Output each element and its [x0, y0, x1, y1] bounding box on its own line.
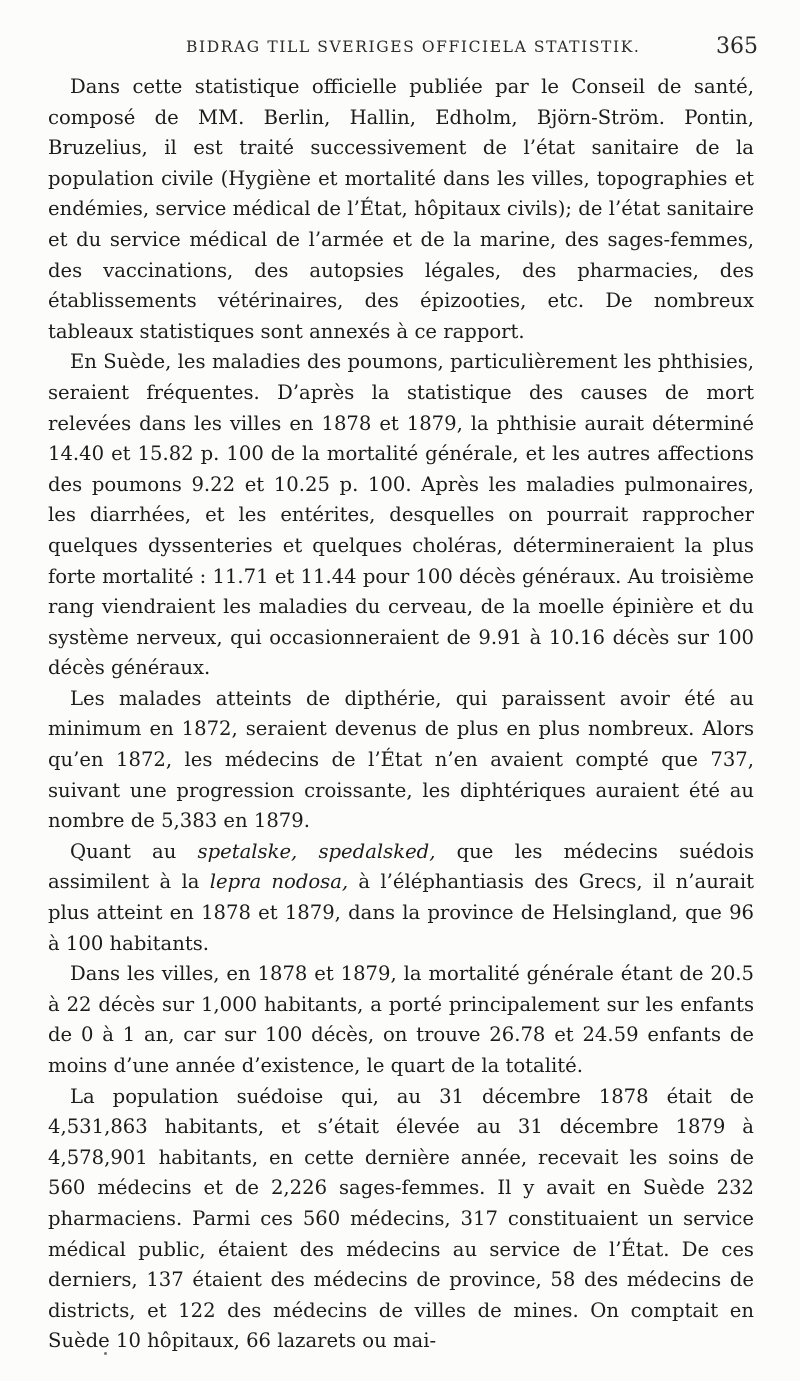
paragraph-population-medecins: La population suédoise qui, au 31 décembre 1878 était de 4,531,863 habitants, et s’était élevée au 31 décembre 1879 à 4,578,901 habitants, en cette dernière année, recevait les soins de 560 médecins et de 2,226 sages-femmes. Il y avait en Suède 232 pharmaciens. Parmi ces 560 médecins, 317 constituaient un service médical public, étaient des médecins au service de l’État. De ces derniers, 137 étaient des médecins de province, 58 des médecins de districts, et 122 des médecins de villes de mines. On comptait en Suède 10 hôpitaux, 66 lazarets ou mai- [48, 1084, 754, 1353]
page-number: 365 [716, 34, 758, 59]
paragraph-maladies-poumons: En Suède, les maladies des poumons, particulièrement les phthisies, seraient fréquentes. D’après la statistique des causes de mort relevées dans les villes en 1878 et 1879, la phthisie aurait déterminé 14.40 et 15.82 p. 100 de la mortalité générale, et les autres affections des poumons 9.22 et 10.25 p. 100. Après les maladies pulmonaires, les diarrhées, et les entérites, desquelles on pourrait rapprocher quelques dyssenteries et quelques choléras, détermineraient la plus forte mortalité : 11.71 et 11.44 pour 100 décès généraux. Au troisième rang viendraient les maladies du cerveau, de la moelle épinière et du système nerveux, qui occasionneraient de 9.91 à 10.16 décès sur 100 décès généraux. [48, 350, 754, 680]
paragraph-lepre-end: à l’éléphantiasis des Grecs, il n’aurait plus atteint en 1878 et 1879, dans la province de Helsingland, que 96 à 100 habitants. [48, 870, 754, 955]
paragraph-lepre [48, 837, 754, 959]
running-head [48, 34, 758, 62]
print-speck [104, 1352, 107, 1355]
paragraph-conseil-de-sante: Dans cette statistique officielle publiée par le Conseil de santé, composé de MM. Berlin, Hallin, Edholm, Björn-Ström. Pontin, Bruzelius, il est traité successivement de l’état sanitaire de la population civile (Hygiène et mortalité dans les villes, topographies et endémies, service médical de l’État, hôpitaux civils); de l’état sanitaire et du service médical de l’armée et de la marine, des sages-femmes, des vaccinations, des autopsies légales, des pharmacies, des établissements vétérinaires, des épizooties, etc. De nombreux tableaux statistiques sont annexés à ce rapport. [48, 75, 754, 343]
body-text [48, 72, 754, 1357]
paragraph-mortalite-villes: Dans les villes, en 1878 et 1879, la mortalité générale étant de 20.5 à 22 décès sur 1,000 habitants, a porté principalement sur les enfants de 0 à 1 an, car sur 100 décès, on trouve 26.78 et 24.59 enfants de moins d’une année d’existence, le quart de la totalité. [48, 962, 754, 1077]
term-lepra-nodosa: lepra nodosa, [209, 870, 349, 894]
term-spetalske: spetalske, spedalsked, [197, 839, 436, 863]
paragraph-lepre-start: Quant au [70, 839, 198, 863]
paragraph-lepre-middle: que les médecins suédois assimilent à la [48, 839, 754, 894]
running-title: BIDRAG TILL SVERIGES OFFICIELA STATISTIK. [186, 38, 641, 56]
paragraph-diphtherie: Les malades atteints de dipthérie, qui paraissent avoir été au minimum en 1872, seraient devenus de plus en plus nombreux. Alors qu’en 1872, les médecins de l’État n’en avaient compté que 737, suivant une progression croissante, les diphtériques auraient été au nombre de 5,383 en 1879. [48, 686, 754, 833]
